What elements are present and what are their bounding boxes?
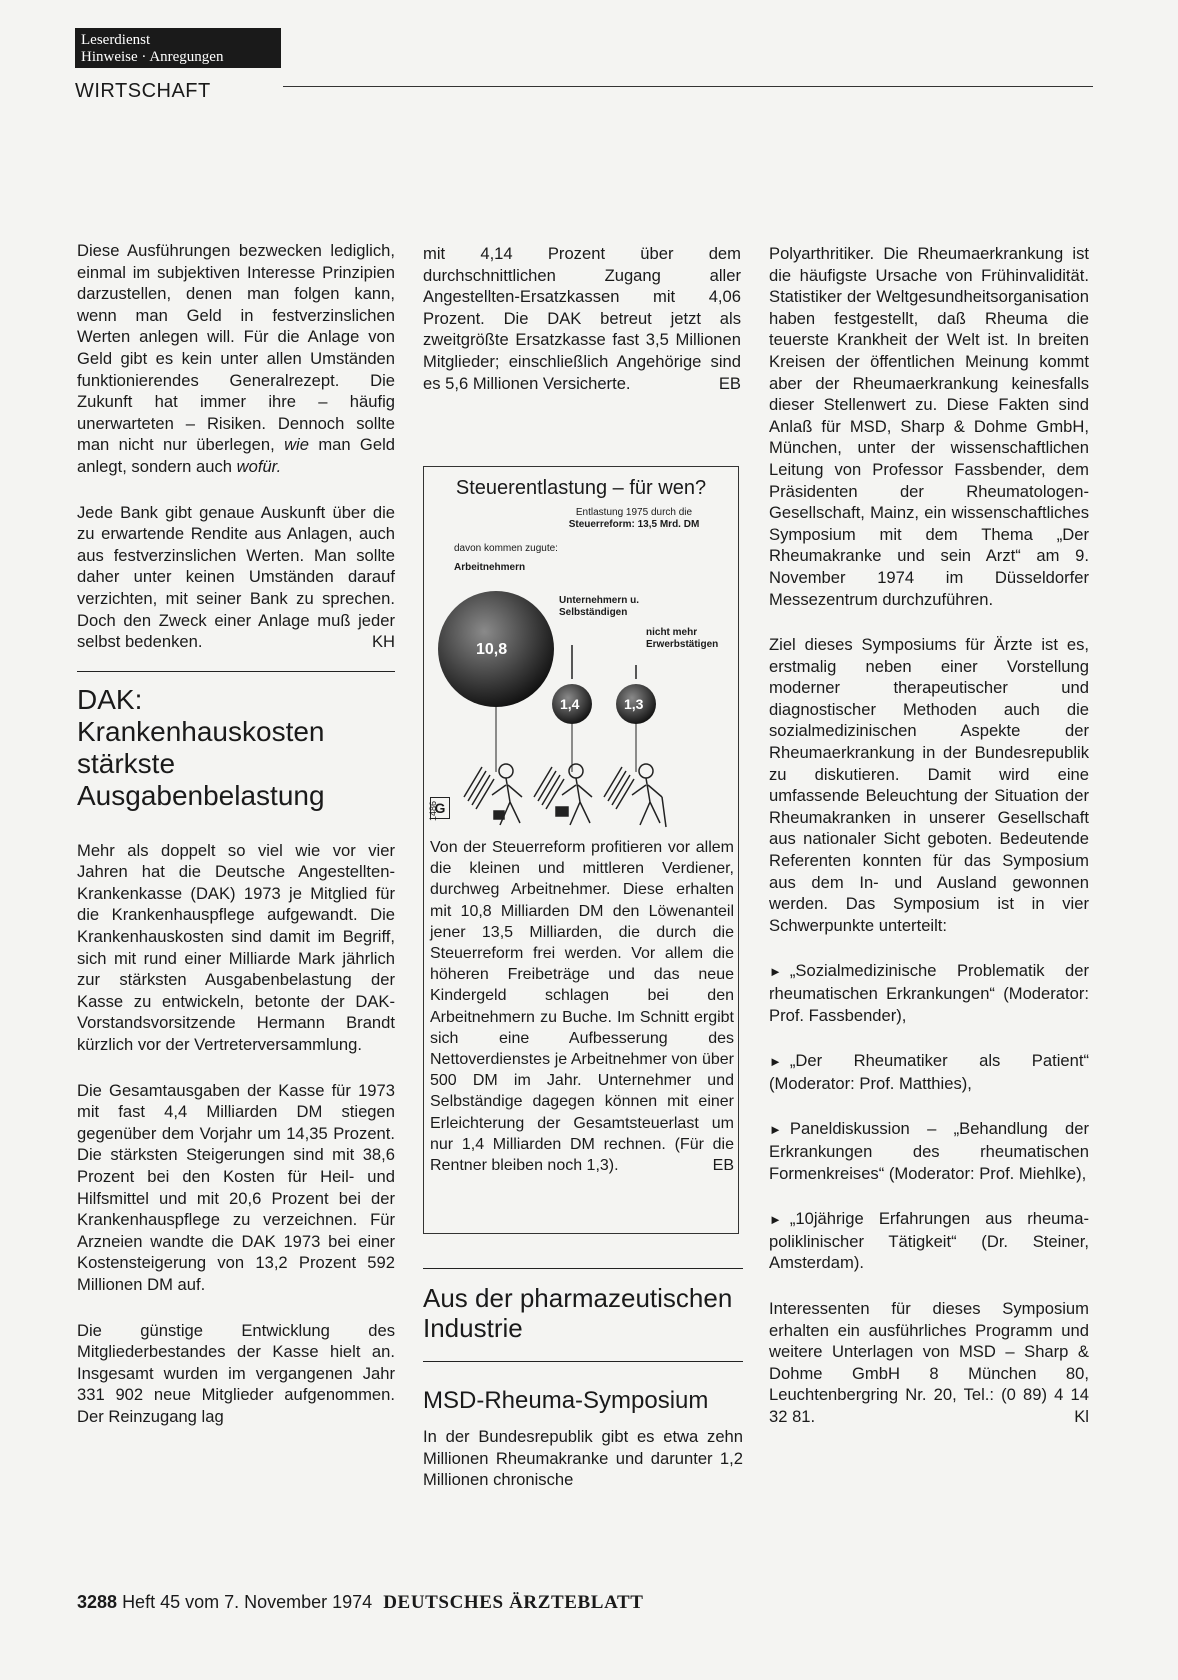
article-rule <box>77 671 395 672</box>
author-initials: KH <box>371 632 395 652</box>
rubric-line-1: Leserdienst <box>81 32 151 48</box>
walking-figures <box>464 764 666 827</box>
paragraph: Mehr als doppelt so viel wie vor vier Jahren hat die Deutsche Angestellten-Krankenkasse (DAK) 1973 je Mitglied für die Krankenhauspflege aufgewandt. Die Krankenhauskosten sind damit im Begriff, sich mit rund einer Milliarde Mark jährlich zur stärksten Ausgabenbelastung der Kasse zu entwickeln, betonte der DAK-Vorstandsvorsitzende Hermann Brandt kürzlich vor der Vertreterversammlung. <box>77 840 395 1055</box>
section-rule <box>423 1268 743 1269</box>
header-rule <box>283 86 1093 87</box>
author-initials: EB <box>712 1157 734 1175</box>
section-heading: Aus der pharmazeutischen Industrie <box>423 1283 733 1343</box>
value-unternehmer: 1,4 <box>560 696 580 712</box>
paragraph: Interessenten für dieses Symposium erhalten ein ausführliches Programm und weitere Unterlagen von MSD – Sharp & Dohme GmbH 8 München 80, Leuchtenbergring Nr. 20, Tel.: (0 89) 4 14 32 81. Kl <box>769 1298 1089 1426</box>
label-nicht-erwerbstaetig: nicht mehr Erwerbstätigen <box>646 627 719 650</box>
column-1 <box>77 240 395 1452</box>
infographic-caption: Von der Steuerreform profitieren vor allem die kleinen und mittleren Verdiener, durchweg Arbeitnehmer. Diese erhalten mit 10,8 Milliarden DM den Löwenanteil jener 13,5 Milliarden, die durch die Steuerreform frei werden. Vor allem die höheren Freibeträge und das neue Kindergeld schlagen bei den Arbeitnehmern zu Buche. Im Schnitt ergibt sich eine Aufbesserung des Nettoverdienstes je Arbeitnehmer von über 500 DM im Jahr. Unternehmer und Selbständige dagegen können mit einer Erleichterung der Gesamtsteuerlast um nur 1,4 Milliarden DM rechnen. (Für die Rentner bleiben noch 1,3). EB <box>430 837 734 1176</box>
paragraph: Diese Ausführungen bezwecken lediglich, einmal im subjektiven Interesse Prinzipien darzustellen, denen man folgen kann, wenn man Geld in festverzinslichen Werten anlegen will. Für die Anlage von Geld gibt es kein unter allen Umständen funktionierendes Generalrezept. Die Zukunft hat immer ihre – häufig unerwarteten – Risiken. Dennoch sollte man nicht nur überlegen, wie man Geld anlegt, sondern auch wofür. <box>77 241 395 476</box>
arrow-bullet-icon: ► <box>769 1212 782 1228</box>
bullet-item: ► „Sozialmedizinische Problematik der rheumatischen Erkrankungen“ (Moderator: Prof. Fassbender), <box>769 961 1089 1025</box>
bullet-item: ► „10jährige Erfahrungen aus rheuma-poliklinischer Tätigkeit“ (Dr. Steiner, Amsterdam). <box>769 1209 1089 1273</box>
section-rule <box>423 1361 743 1362</box>
paragraph: mit 4,14 Prozent über dem durchschnittlichen Zugang aller Angestellten-Ersatzkassen mit 4,06 Prozent. Die DAK betreut jetzt als zweitgrößte Ersatzkasse fast 3,5 Millionen Mitglieder; einschließlich Angehörige sind es 5,6 Millionen Versicherte. EB <box>423 244 741 393</box>
article-heading: MSD-Rheuma-Symposium <box>423 1387 709 1414</box>
author-initials: EB <box>718 373 741 393</box>
journal-name: DEUTSCHES ÄRZTEBLATT <box>383 1592 644 1613</box>
issue-info: Heft 45 vom 7. November 1974 <box>122 1592 373 1612</box>
arrow-bullet-icon: ► <box>769 964 782 980</box>
infographic-title: Steuerentlastung – für wen? <box>455 477 707 499</box>
page-number: 3288 <box>77 1592 118 1612</box>
balloon-arbeitnehmer <box>438 591 554 772</box>
arrow-bullet-icon: ► <box>769 1122 782 1138</box>
value-rentner: 1,3 <box>624 696 644 712</box>
value-arbeitnehmer: 10,8 <box>476 641 508 658</box>
pharma-section <box>423 1268 743 1491</box>
arrow-bullet-icon: ► <box>769 1054 782 1070</box>
agency-number: 1486 <box>428 800 438 821</box>
paragraph: Ziel dieses Symposiums für Ärzte ist es, erstmalig neben einer Vorstellung moderner therapeutischer und diagnostischer Methoden auch die sozialmedizinischen Aspekte der Rheumaerkrankung in der Bundesrepublik zu diskutieren. Damit wird eine umfassende Beleuchtung der Situation der Rheumakranken in unserer Gesellschaft aus nationaler Sicht geboten. Bedeutende Referenten konnten für das Symposium aus dem In- und Ausland gewonnen werden. Das Symposium ist in vier Schwerpunkte unterteilt: <box>769 635 1089 935</box>
label-davon: davon kommen zugute: <box>454 543 558 554</box>
infographic-box <box>423 466 739 1234</box>
page-footer <box>77 1592 644 1614</box>
paragraph: Polyarthritiker. Die Rheumaerkrankung ist die häufigste Ursache von Frühinvalidität. Statistiker der Weltgesundheitsorganisation haben festgestellt, daß Rheuma die teuerste Krankheit der Welt ist. In breiten Kreisen der öffentlichen Meinung kommt aber der Rheumaerkrankung keinesfalls dieser Stellenwert zu. Diese Fakten sind Anlaß für MSD, Sharp & Dohme GmbH, München, unter der wissenschaftlichen Leitung von Professor Fassbender, dem Präsidenten der Rheumatologen-Gesellschaft, Mainz, ein wissenschaftliches Symposium mit dem Thema „Der Rheumakranke und sein Arzt“ am 9. November 1974 im Düsseldorfer Messezentrum durchzuführen. <box>769 244 1089 609</box>
paragraph: Die Gesamtausgaben der Kasse für 1973 mit fast 4,4 Milliarden DM stiegen gegenüber dem Vorjahr um 14,35 Prozent. Die stärksten Steigerungen sind mit 38,6 Prozent bei den Kosten für Heil- und Hilfsmittel und mit 20,6 Prozent bei der Krankenhauspflege zu verzeichnen. Für Arzneien wandte die DAK 1973 bei einer Kostensteigerung von 13,2 Prozent 592 Millionen DM auf. <box>77 1080 395 1294</box>
bullet-item: ► Paneldiskussion – „Behandlung der Erkrankungen des rheumatischen Formenkreises“ (Moderator: Prof. Miehlke), <box>769 1119 1089 1183</box>
paragraph: Jede Bank gibt genaue Auskunft über die zu erwartende Rendite aus Anlagen, auch aus festverzinslichen Werten. Man sollte daher unter keinen Umständen darauf verzichten, mit seiner Bank zu sprechen. Doch den Zweck einer Anlage muß jeder selbst bedenken. KH <box>77 502 395 652</box>
paragraph: In der Bundesrepublik gibt es etwa zehn Millionen Rheumakranke und darunter 1,2 Millionen chronische <box>423 1427 743 1490</box>
bullet-item: ► „Der Rheumatiker als Patient“ (Moderator: Prof. Matthies), <box>769 1051 1089 1093</box>
infographic-subtitle: Entlastung 1975 durch die Steuerreform: 13,5 Mrd. DM <box>568 507 700 530</box>
rubric-box <box>75 28 281 68</box>
column-2 <box>423 243 741 418</box>
agency-logo: G <box>430 797 450 819</box>
article-heading: DAK: Krankenhauskosten stärkste Ausgabenbelastung <box>77 683 325 811</box>
label-arbeitnehmer: Arbeitnehmern <box>454 562 526 573</box>
rubric-line-2: Hinweise · Anregungen <box>81 49 224 65</box>
label-unternehmer: Unternehmern u. Selbständigen <box>559 595 640 618</box>
paragraph: Die günstige Entwicklung des Mitgliederbestandes der Kasse hielt an. Insgesamt wurden im vergangenen Jahr 331 902 neue Mitglieder aufgenommen. Der Reinzugang lag <box>77 1320 395 1426</box>
column-3 <box>769 243 1089 1452</box>
author-initials: Kl <box>1074 1406 1089 1426</box>
section-label: WIRTSCHAFT <box>75 80 211 102</box>
balloon-illustration <box>424 567 738 837</box>
balloon-rentner <box>616 665 656 772</box>
